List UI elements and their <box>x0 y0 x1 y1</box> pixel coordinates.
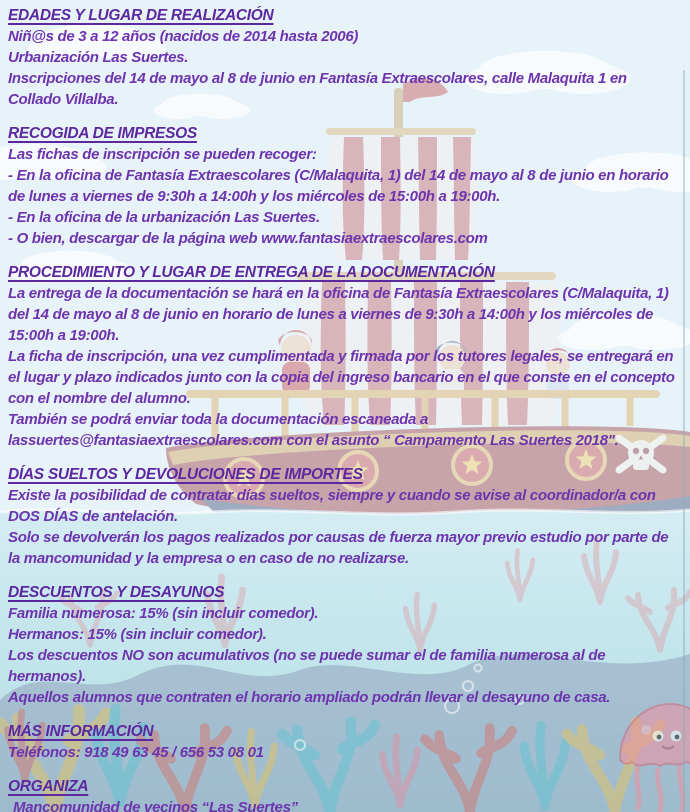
paragraph: Urbanización Las Suertes. <box>8 49 189 66</box>
paragraph: - En la oficina de Fantasía Extraescolares (C/Malaquita, 1) del 14 de mayo al 8 de junio en horario de lunes a viernes de 9:30h a 14:00h y los miércoles de 15:00h a 19:00h. <box>8 167 669 205</box>
paragraph: La entrega de la documentación se hará en la oficina de Fantasía Extraescolares (C/Malaquita, 1) del 14 de mayo al 8 de junio en horario de lunes a viernes de 9:30h a 14:00h y los miércoles de 15:00h a 19:00h. <box>8 285 669 344</box>
section-dias-sueltos <box>8 464 683 569</box>
paragraph: Hermanos: 15% (sin incluir comedor). <box>8 626 267 643</box>
section-heading: PROCEDIMIENTO Y LUGAR DE ENTREGA DE LA DOCUMENTACIÓN <box>8 264 495 281</box>
section-edades-y-lugar <box>8 5 683 110</box>
section-heading: EDADES Y LUGAR DE REALIZACIÓN <box>8 7 274 24</box>
paragraph: Las fichas de inscripción se pueden recoger: <box>8 146 317 163</box>
paragraph: También se podrá enviar toda la documentación escaneada a <box>8 411 428 428</box>
paragraph: - En la oficina de la urbanización Las Suertes. <box>8 209 320 226</box>
paragraph-website: - O bien, descargar de la página web www.fantasiaextraescolares.com <box>8 230 488 247</box>
paragraph-email: lassuertes@fantasiaextraescolares.com con el asunto “ Campamento Las Suertes 2018". <box>8 432 619 449</box>
section-heading: ORGANIZA <box>8 778 89 795</box>
paragraph: Inscripciones del 14 de mayo al 8 de junio en Fantasía Extraescolares, calle Malaquita 1 en Collado Villalba. <box>8 70 627 108</box>
paragraph: Aquellos alumnos que contraten el horario ampliado podrán llevar el desayuno de casa. <box>8 689 611 706</box>
paragraph: La ficha de inscripción, una vez cumplimentada y firmada por los tutores legales, se entregará en el lugar y plazo indicados junto con la copia del ingreso bancario en el que conste en el concepto con el nombre del alumno. <box>8 348 675 407</box>
section-heading: MÁS INFORMACIÓN <box>8 723 154 740</box>
section-recogida-de-impresos <box>8 123 683 249</box>
section-descuentos-y-desayunos <box>8 582 683 708</box>
paragraph: Solo se devolverán los pagos realizados por causas de fuerza mayor previo estudio por parte de la mancomunidad y la empresa o en caso de no realizarse. <box>8 529 669 567</box>
section-organiza <box>8 776 683 812</box>
paragraph-phones: Teléfonos: 918 49 63 45 / 656 53 08 01 <box>8 744 264 761</box>
section-heading: DÍAS SUELTOS Y DEVOLUCIONES DE IMPORTES <box>8 466 363 483</box>
section-procedimiento-entrega <box>8 262 683 451</box>
paragraph: Familia numerosa: 15% (sin incluir comedor). <box>8 605 319 622</box>
paragraph: Los descuentos NO son acumulativos (no se puede sumar el de familia numerosa al de hermanos). <box>8 647 606 685</box>
paragraph-organizer: Mancomunidad de vecinos “Las Suertes” <box>13 799 298 812</box>
paragraph: Niñ@s de 3 a 12 años (nacidos de 2014 hasta 2006) <box>8 28 359 45</box>
section-heading: DESCUENTOS Y DESAYUNOS <box>8 584 225 601</box>
paragraph: Existe la posibilidad de contratar días sueltos, siempre y cuando se avise al coordinador/a con DOS DÍAS de antelación. <box>8 487 656 525</box>
section-mas-informacion <box>8 721 683 763</box>
section-heading: RECOGIDA DE IMPRESOS <box>8 125 197 142</box>
